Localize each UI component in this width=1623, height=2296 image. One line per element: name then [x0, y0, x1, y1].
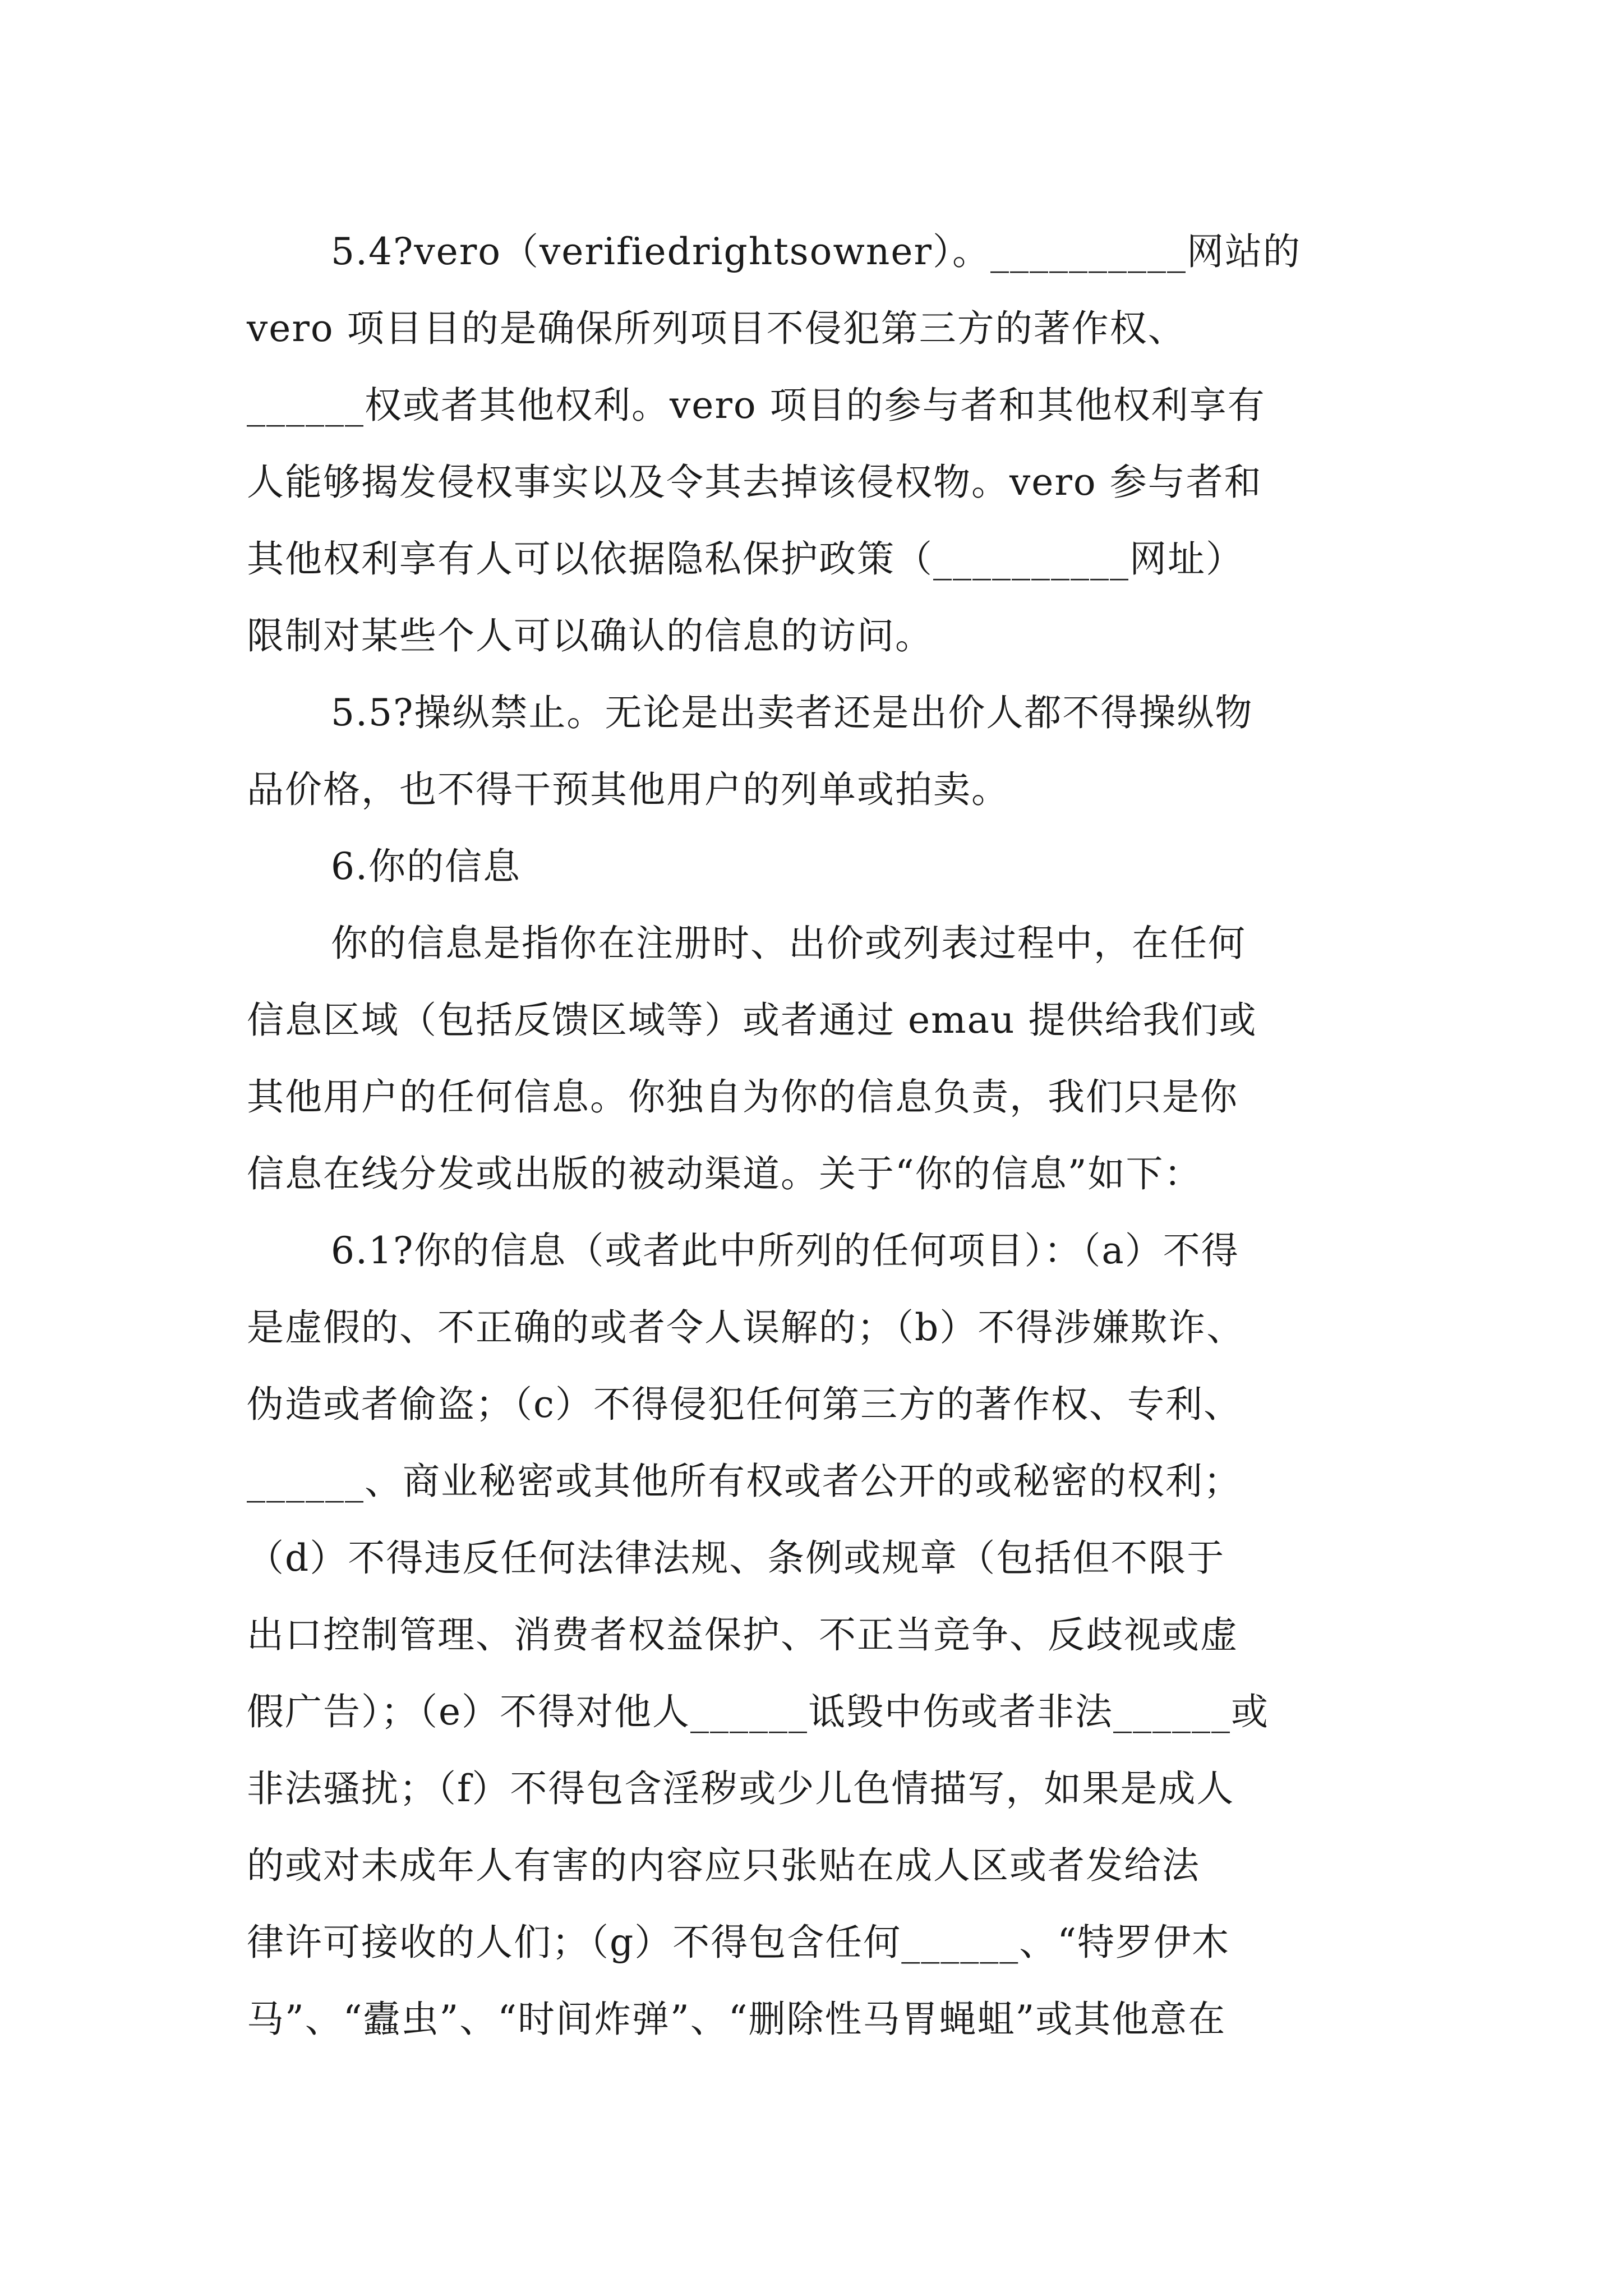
- text-line: 人能够揭发侵权事实以及令其去掉该侵权物。vero 参与者和: [247, 461, 1262, 504]
- text-line: 出口控制管理、消费者权益保护、不正当竞争、反歧视或虚: [247, 1613, 1238, 1657]
- text-line: 你的信息是指你在注册时、出价或列表过程中，在任何: [331, 922, 1246, 965]
- section-heading: 6.你的信息: [331, 845, 521, 888]
- text-line: 信息在线分发或出版的被动渠道。关于“你的信息”如下：: [247, 1152, 1202, 1195]
- text-line: 限制对某些个人可以确认的信息的访问。: [247, 614, 933, 657]
- text-line: 是虚假的、不正确的或者令人误解的；（b）不得涉嫌欺诈、: [247, 1306, 1245, 1349]
- text-line: 马”、“蠹虫”、“时间炸弹”、“删除性马胃蝇蛆”或其他意在: [247, 1998, 1227, 2041]
- text-line: 假广告）；（e）不得对他人______诋毁中伤或者非法______或: [247, 1690, 1270, 1733]
- text-line: 品价格，也不得干预其他用户的列单或拍卖。: [247, 768, 1009, 811]
- text-line: vero 项目目的是确保所列项目不侵犯第三方的著作权、: [247, 307, 1186, 350]
- text-line: 5.4?vero（verifiedrightsowner）。__________网站的: [331, 230, 1301, 273]
- text-line: 伪造或者偷盗；（c）不得侵犯任何第三方的著作权、专利、: [247, 1383, 1242, 1426]
- text-line: 的或对未成年人有害的内容应只张贴在成人区或者发给法: [247, 1844, 1200, 1887]
- text-line: 其他用户的任何信息。你独自为你的信息负责，我们只是你: [247, 1075, 1238, 1119]
- text-line: ______权或者其他权利。vero 项目的参与者和其他权利享有: [247, 384, 1266, 427]
- text-line: （d）不得违反任何法律法规、条例或规章（包括但不限于: [247, 1536, 1225, 1580]
- document-body: [247, 213, 1391, 2058]
- text-line: 信息区域（包括反馈区域等）或者通过 emau 提供给我们或: [247, 999, 1257, 1042]
- text-line: 其他权利享有人可以依据隐私保护政策（__________网址）: [247, 537, 1244, 581]
- text-line: 5.5?操纵禁止。无论是出卖者还是出价人都不得操纵物: [331, 691, 1253, 734]
- text-line: 6.1?你的信息（或者此中所列的任何项目）：（a）不得: [331, 1229, 1239, 1272]
- text-line: 非法骚扰；（f）不得包含淫秽或少儿色情描写，如果是成人: [247, 1767, 1235, 1810]
- text-line: ______、商业秘密或其他所有权或者公开的或秘密的权利；: [247, 1460, 1242, 1503]
- text-line: 律许可接收的人们；（g）不得包含任何______、“特罗伊木: [247, 1921, 1230, 1964]
